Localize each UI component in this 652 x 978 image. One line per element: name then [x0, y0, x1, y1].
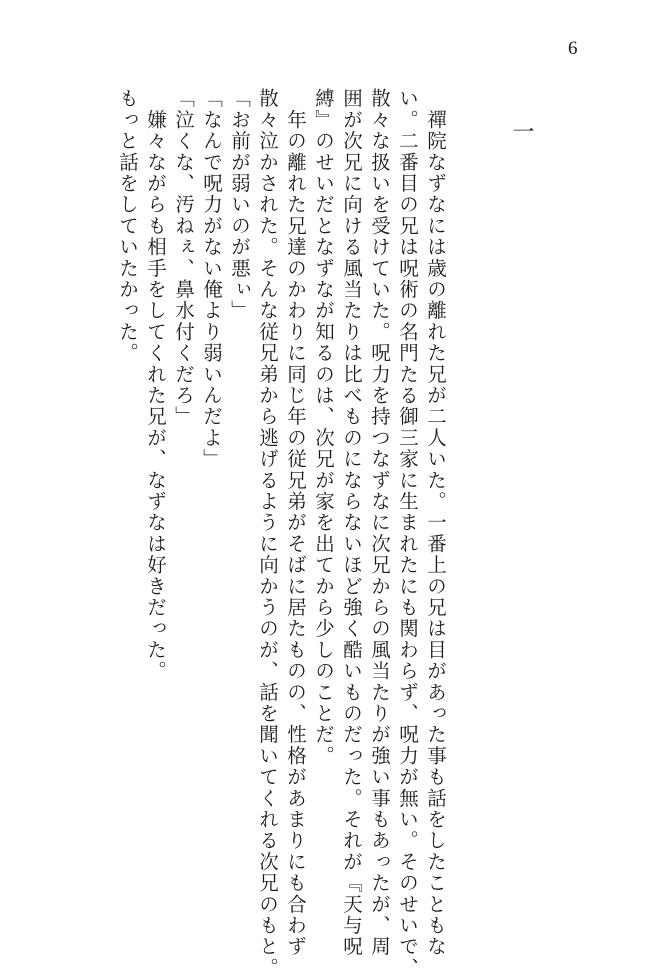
text-line: 散々な扱いを受けていた。呪力を持つなずなに次兄からの風当たりが強い事もあったが、周 [368, 88, 391, 958]
text-line: 「なんで呪力がない俺より弱いんだよ」 [200, 88, 223, 470]
text-line: 縛』のせいだとなずなが知るのは、次兄が家を出てから少しのことだ。 [312, 88, 335, 767]
text-line: 嫌々ながらも相手をしてくれた兄が、なずなは好きだった。 [144, 88, 167, 682]
page-number: 6 [568, 38, 578, 59]
text-line: 「泣くな、汚ねぇ、鼻水付くだろ」 [172, 88, 195, 428]
text-line: 禪院なずなには歳の離れた兄が二人いた。一番上の兄は目があった事も話をしたこともな [424, 88, 447, 958]
text-line: もっと話をしていたかった。 [116, 88, 139, 364]
chapter-mark: 一 [509, 120, 534, 142]
body-text [113, 88, 449, 978]
text-line: 「お前が弱いのが悪ぃ」 [228, 88, 251, 322]
text-line: い。二番目の兄は呪術の名門たる御三家に生まれたにも関わらず、呪力が無い。そのせいで、 [396, 88, 419, 978]
text-line: 散々泣かされた。そんな従兄弟から逃げるように向かうのが、話を聞いてくれる次兄のもと。 [256, 88, 279, 978]
text-line: 年の離れた兄達のかわりに同じ年の従兄弟がそばに居たものの、性格があまりにも合わず [284, 88, 307, 958]
text-line: 囲が次兄に向ける風当たりは比べものにならないほど強く酷いものだった。それが『天与呪 [340, 88, 363, 958]
